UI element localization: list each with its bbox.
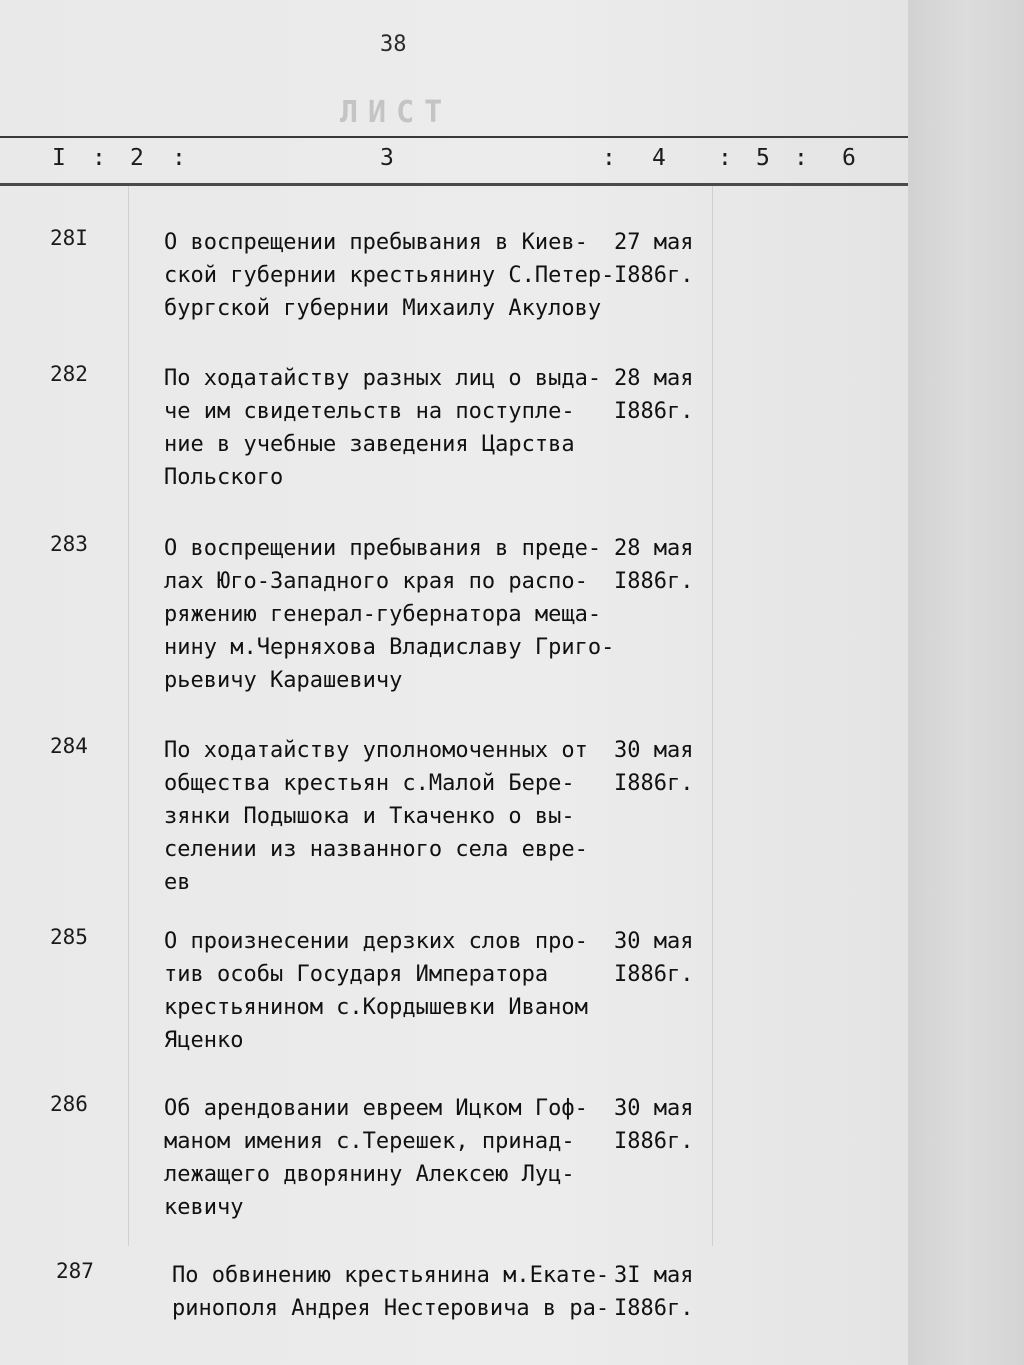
date-line: I886г. (614, 399, 694, 424)
header-rule-top (0, 136, 908, 138)
row-title (164, 734, 614, 899)
row-title (164, 226, 614, 325)
row-date (614, 1092, 704, 1158)
row-number: 283 (50, 532, 88, 556)
column-header-2: 2 (130, 145, 144, 171)
date-line: 3I мая (614, 1263, 694, 1288)
row-number: 287 (56, 1259, 94, 1283)
date-line: 30 мая (614, 1096, 694, 1121)
row-date (614, 362, 704, 428)
column-header-1: I (52, 145, 66, 171)
date-line: I886г. (614, 1129, 694, 1154)
date-line: 30 мая (614, 929, 694, 954)
column-header-sep: : (92, 145, 106, 171)
date-line: I886г. (614, 263, 694, 288)
date-line: 27 мая (614, 230, 694, 255)
date-line: I886г. (614, 962, 694, 987)
row-title (164, 925, 614, 1057)
title-line: маном имения с.Терешек, принад- (164, 1129, 575, 1154)
column-header-sep: : (794, 145, 808, 171)
title-line: нину м.Черняхова Владиславу Григо- (164, 635, 615, 660)
title-line: бургской губернии Михаилу Акулову (164, 296, 602, 321)
row-date (614, 925, 704, 991)
row-date (614, 226, 704, 292)
title-line: ской губернии крестьянину С.Петер- (164, 263, 615, 288)
row-date (614, 734, 704, 800)
column-header-5: 5 (756, 145, 770, 171)
title-line: Польского (164, 465, 284, 490)
bleed-column-line (128, 186, 129, 1246)
bleed-column-line (712, 186, 713, 1246)
row-title (164, 1092, 614, 1224)
row-number: 285 (50, 925, 88, 949)
title-line: ринополя Андрея Нестеровича в ра- (172, 1296, 610, 1321)
title-line: О воспрещении пребывания в преде- (164, 536, 602, 561)
title-line: селении из названного села евре- (164, 837, 588, 862)
column-header-3: 3 (380, 145, 394, 171)
title-line: По обвинению крестьянина м.Екате- (172, 1263, 610, 1288)
column-header-6: 6 (842, 145, 856, 171)
page-number: 38 (380, 32, 407, 57)
column-header-sep: : (172, 145, 186, 171)
title-line: лах Юго-Западного края по распо- (164, 569, 588, 594)
title-line: Яценко (164, 1028, 244, 1053)
title-line: ние в учебные заведения Царства (164, 432, 575, 457)
column-header-sep: : (602, 145, 616, 171)
title-line: О воспрещении пребывания в Киев- (164, 230, 588, 255)
title-line: зянки Подышока и Ткаченко о вы- (164, 804, 575, 829)
bleed-through-heading: ЛИСТ (340, 95, 453, 130)
title-line: лежащего дворянину Алексею Луц- (164, 1162, 575, 1187)
title-line: ев (164, 870, 191, 895)
row-date (614, 1259, 704, 1325)
column-header-4: 4 (652, 145, 666, 171)
date-line: I886г. (614, 1296, 694, 1321)
row-date (614, 532, 704, 598)
row-title (164, 532, 614, 697)
date-line: 28 мая (614, 366, 694, 391)
column-header-sep: : (718, 145, 732, 171)
date-line: 28 мая (614, 536, 694, 561)
date-line: I886г. (614, 771, 694, 796)
title-line: тив особы Государя Императора (164, 962, 549, 987)
row-title (164, 362, 614, 494)
header-rule-bottom (0, 183, 908, 186)
next-page-edge (908, 0, 1024, 1365)
title-line: общества крестьян с.Малой Бере- (164, 771, 575, 796)
title-line: По ходатайству разных лиц о выда- (164, 366, 602, 391)
title-line: крестьянином с.Кордышевки Иваном (164, 995, 588, 1020)
title-line: О произнесении дерзких слов про- (164, 929, 588, 954)
title-line: че им свидетельств на поступле- (164, 399, 575, 424)
row-number: 284 (50, 734, 88, 758)
title-line: ряжению генерал-губернатора меща- (164, 602, 602, 627)
row-number: 282 (50, 362, 88, 386)
date-line: 30 мая (614, 738, 694, 763)
date-line: I886г. (614, 569, 694, 594)
title-line: По ходатайству уполномоченных от (164, 738, 588, 763)
row-number: 28I (50, 226, 88, 250)
title-line: рьевичу Карашевичу (164, 668, 403, 693)
row-number: 286 (50, 1092, 88, 1116)
row-title (172, 1259, 622, 1325)
title-line: кевичу (164, 1195, 244, 1220)
title-line: Об арендовании евреем Ицком Гоф- (164, 1096, 588, 1121)
